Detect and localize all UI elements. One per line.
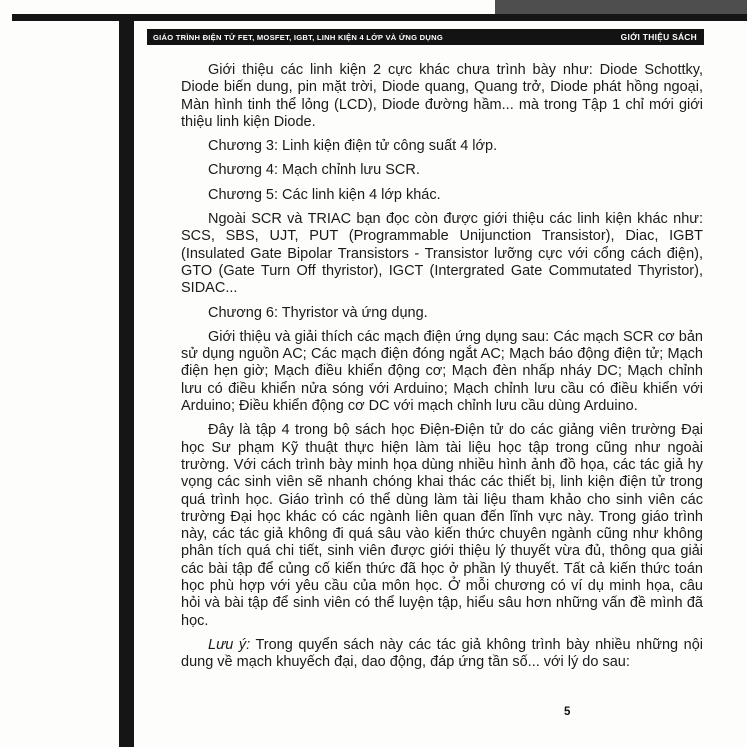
paragraph: Giới thiệu các linh kiện 2 cực khác chưa trình bày như: Diode Schottky, Diode biến dung, pin mặt trời, Diode quang, Quang trở, Diode phát hồng ngoại, Màn hình tinh thể lỏng (LCD), Diode đường hầm... mà trong Tập 1 chỉ mới giới thiệu linh kiện Diode. bbox=[181, 62, 703, 130]
page-number: 5 bbox=[564, 706, 571, 718]
paragraph: Chương 6: Thyristor và ứng dụng. bbox=[208, 304, 428, 321]
paragraph: Chương 3: Linh kiện điện tử công suất 4 lớp. bbox=[208, 138, 498, 155]
paragraph: Chương 4: Mạch chỉnh lưu SCR. bbox=[208, 162, 420, 179]
paragraph: Ngoài SCR và TRIAC bạn đọc còn được giới thiệu các linh kiện khác như: SCS, SBS, UJT, PUT (Programmable Unijunction Transistor), Diac, IGBT (Insulated Gate Bipolar Transistors - Transistor lưỡng cực với cổng cách điện), GTO (Gate Turn Off thyristor), IGCT (Intergrated Gate Commutated Thyristor), SIDAC... bbox=[181, 211, 703, 297]
paragraph: Chương 5: Các linh kiện 4 lớp khác. bbox=[208, 186, 441, 203]
paragraph: Đây là tập 4 trong bộ sách học Điện-Điện tử do các giảng viên trường Đại học Sư phạm Kỹ thuật thực hiện làm tài liệu học tập trong cũng như ngoài trường. Với cách trình bày minh họa dùng nhiều hình ảnh đồ họa, các tác giả hy vọng các sinh viên sẽ nhanh chóng khai thác các thiết bị, linh kiện điện tử trong quá trình học. Giáo trình có thể dùng làm tài liệu tham khảo cho sinh viên các trường Đại học khác có các ngành liên quan đến lĩnh vực này. Trong giáo trình này, các tác giả không đi quá sâu vào kiến thức chuyên ngành cũng như không phân tích quá chi tiết, sinh viên được giới thiệu lý thuyết vừa đủ, thông qua giải các bài tập để củng cố kiến thức đã học ở phần lý thuyết. Tất cả kiến thức toán học phù hợp với yêu cầu của môn học. Ở mỗi chương có ví dụ minh họa, câu hỏi và bài tập để sinh viên có thể luyện tập, hiểu sâu hơn những vấn đề mình đã học. bbox=[181, 422, 703, 629]
note-lead: Lưu ý: bbox=[208, 636, 251, 653]
scan-edge-left bbox=[119, 14, 134, 747]
running-header bbox=[147, 29, 704, 45]
header-book-title: GIÁO TRÌNH ĐIỆN TỬ FET, MOSFET, IGBT, LINH KIỆN 4 LỚP VÀ ỨNG DỤNG bbox=[153, 32, 444, 42]
page-body-text bbox=[181, 62, 703, 679]
note-text: Trong quyển sách này các tác giả không trình bày nhiều những nội dung về mạch khuyếch đại, dao động, đáp ứng tần số... với lý do sau: bbox=[181, 636, 703, 671]
paragraph-note bbox=[181, 637, 703, 672]
header-section-title: GIỚI THIỆU SÁCH bbox=[620, 32, 697, 42]
paragraph: Giới thiệu và giải thích các mạch điện ứng dụng sau: Các mạch SCR cơ bản sử dụng nguồn AC; Các mạch điện đóng ngắt AC; Mạch báo động điện tử; Mạch điện hẹn giờ; Mạch điều khiển động cơ; Mạch đèn nhấp nháy DC; Mạch chỉnh lưu có điều khiển nửa sóng với Arduino; Mạch chỉnh lưu cầu có điều khiển với Arduino; Điều khiển động cơ DC với mạch chỉnh lưu cầu dùng Arduino. bbox=[181, 328, 703, 415]
